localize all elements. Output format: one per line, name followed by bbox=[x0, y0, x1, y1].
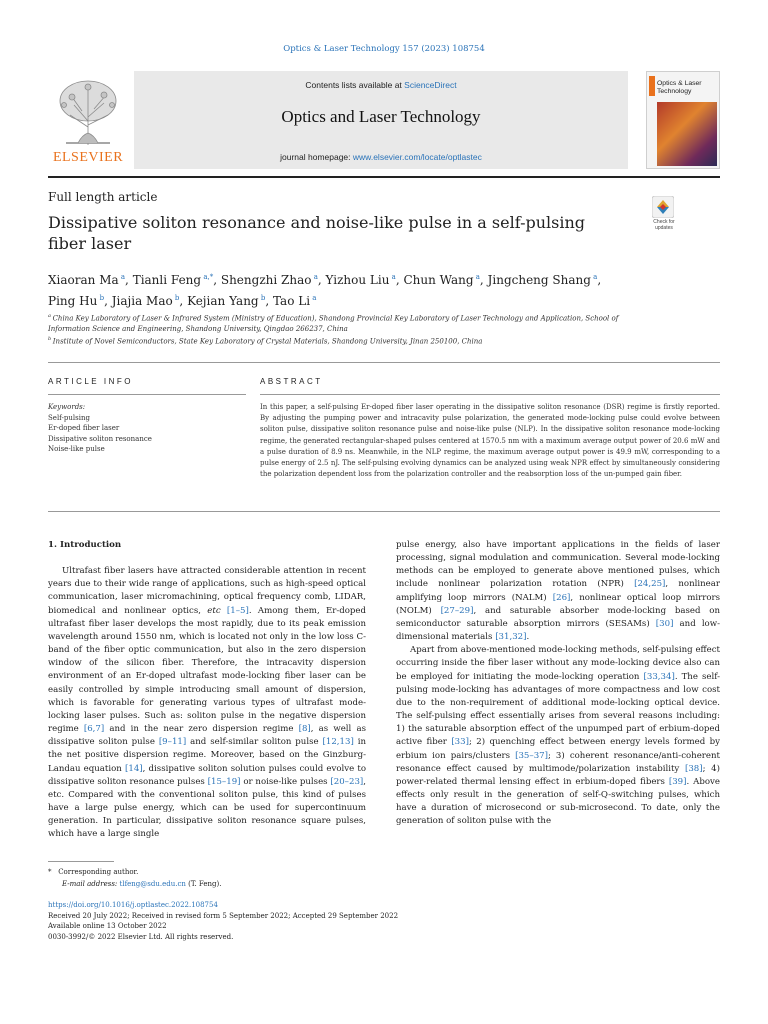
cover-title-line: Technology bbox=[657, 88, 692, 95]
cover-title-line: Optics & Laser bbox=[657, 80, 702, 87]
keyword[interactable]: Dissipative soliton resonance bbox=[48, 434, 152, 443]
article-title: Dissipative soliton resonance and noise-like pulse in a self-pulsing fiber laser bbox=[48, 213, 586, 253]
footnote bbox=[48, 866, 378, 890]
affiliation: $^a$ China Key Laboratory of Laser & Infrared System (Ministry of Education), Shandong Provincial Key Laboratory of Laser Technology and Application, School of Information Science and Engineering, Shandong University, Qingdao 266237, China bbox=[48, 313, 619, 333]
doi-link[interactable]: https://doi.org/10.1016/j.optlastec.2022.108754 bbox=[48, 901, 218, 909]
available-online: Available online 13 October 2022 bbox=[48, 922, 167, 930]
citation-link[interactable]: [6,7] bbox=[83, 724, 105, 735]
homepage-line bbox=[134, 152, 628, 162]
divider bbox=[48, 394, 246, 395]
crossmark-label bbox=[644, 219, 684, 231]
italic-text: etc bbox=[207, 605, 221, 616]
email-link[interactable]: tlfeng@sdu.edu.cn bbox=[119, 880, 186, 888]
author-affiliation-marker[interactable]: a bbox=[118, 273, 126, 281]
citation-link[interactable]: [30] bbox=[655, 618, 674, 629]
author-affiliation-marker[interactable]: a bbox=[473, 273, 480, 281]
copyright: 0030-3992/© 2022 Elsevier Ltd. All rights reserved. bbox=[48, 932, 234, 941]
cover-accent bbox=[649, 76, 655, 96]
footnote-marker: * bbox=[48, 868, 52, 876]
citation-link[interactable]: [20–23] bbox=[330, 776, 364, 787]
citation-link[interactable]: [12,13] bbox=[322, 737, 354, 748]
author-affiliation-marker[interactable]: a bbox=[590, 273, 598, 281]
affiliations bbox=[48, 311, 648, 347]
citation-link[interactable]: [31,32] bbox=[495, 632, 527, 643]
citation-link[interactable]: [39] bbox=[668, 776, 687, 787]
citation-link[interactable]: [27–29] bbox=[440, 605, 474, 616]
affiliation-key: b bbox=[48, 336, 53, 343]
affiliation-key: a bbox=[48, 313, 53, 319]
crossmark-label-line: updates bbox=[655, 225, 673, 231]
homepage-prefix: journal homepage: bbox=[280, 152, 353, 162]
author-affiliation-marker[interactable]: a,* bbox=[201, 273, 214, 281]
body-paragraph: Apart from above-mentioned mode-locking methods, self-pulsing effect occurring inside the fiber laser without any mode-locking device also can be employed for initiating the mode-locking operation [33,34]. The self-pulsing mode-locking has advantages of more compactness and low cost due to the non-requirement of additional mode-locking optical device. The self-pulsing effect essentially arises from several reasons including: 1) the saturable absorption effect of the unpumped part of erbium-doped active fiber [33]; 2) quenching effect between energy levels formed by erbium ion pairs/clusters [35–37]; 3) coherent resonance/anti-coherent resonance effect caused by multimode/polarization instability [38]; 4) power-related thermal lensing effect in erbium-doped fibers [39]. Above effects only result in the generation of self-Q-switching pulses, which have a duration of microsecond or sub-microsecond. To date, only the generation of soliton pulse with the bbox=[396, 645, 721, 827]
author-name[interactable]: Xiaoran Ma bbox=[48, 273, 119, 287]
article-type: Full length article bbox=[48, 190, 158, 204]
corresponding-author-note bbox=[48, 866, 378, 878]
author-name[interactable]: Ping Hu bbox=[48, 294, 98, 308]
author-name[interactable]: Shengzhi Zhao bbox=[220, 273, 312, 287]
body-column-left bbox=[48, 539, 366, 841]
author-name[interactable]: Jingcheng Shang bbox=[487, 273, 591, 287]
abstract-heading: ABSTRACT bbox=[260, 377, 323, 386]
citation-link[interactable]: [9–11] bbox=[158, 737, 187, 748]
article-metadata bbox=[48, 900, 548, 942]
journal-cover-image[interactable] bbox=[646, 71, 720, 169]
citation-link[interactable]: [35–37] bbox=[515, 750, 548, 761]
cover-title bbox=[657, 80, 719, 96]
contents-prefix: Contents lists available at bbox=[305, 80, 405, 90]
citation-link[interactable]: [24,25] bbox=[634, 579, 666, 590]
journal-header bbox=[48, 71, 628, 169]
check-for-updates-button[interactable] bbox=[644, 196, 684, 232]
author-name[interactable]: Yizhou Liu bbox=[325, 273, 390, 287]
author-affiliation-marker[interactable]: b bbox=[97, 294, 105, 302]
email-note bbox=[48, 878, 378, 890]
citation-link[interactable]: [33,34] bbox=[643, 671, 675, 682]
article-info-heading: ARTICLE INFO bbox=[48, 377, 133, 386]
journal-title: Optics and Laser Technology bbox=[281, 107, 481, 126]
elsevier-tree-icon bbox=[52, 75, 124, 147]
publisher-name: ELSEVIER bbox=[52, 150, 124, 165]
contents-line bbox=[134, 80, 628, 90]
received-dates: Received 20 July 2022; Received in revised form 5 September 2022; Accepted 29 September 2022 bbox=[48, 911, 399, 920]
citation-link[interactable]: [38] bbox=[684, 763, 703, 774]
author-list: Xiaoran Ma $^a$, Tianli Feng $^{a,*}$, Shengzhi Zhao $^a$, Yizhou Liu $^a$, Chun Wang $^a$, Jingcheng Shang $^a$, Ping Hu $^b$, Jiajia Mao $^b$, Kejian Yang $^b$, Tao Li $^a$ bbox=[48, 273, 602, 308]
email-suffix: (T. Feng). bbox=[185, 880, 222, 888]
citation-link[interactable]: [1–5] bbox=[226, 605, 249, 616]
citation-link[interactable]: [14] bbox=[125, 763, 143, 774]
keyword[interactable]: Noise-like pulse bbox=[48, 445, 105, 453]
journal-banner bbox=[134, 71, 628, 169]
sciencedirect-link[interactable]: ScienceDirect bbox=[404, 80, 457, 90]
crossmark-icon bbox=[652, 196, 674, 218]
journal-citation[interactable]: Optics & Laser Technology 157 (2023) 108754 bbox=[283, 44, 485, 54]
divider bbox=[48, 511, 720, 512]
cover-photo bbox=[657, 102, 717, 166]
footnote-divider bbox=[48, 861, 114, 862]
author-name[interactable]: Kejian Yang bbox=[187, 294, 259, 308]
keywords-label: Keywords: bbox=[48, 403, 86, 411]
divider bbox=[260, 394, 720, 395]
body-paragraph: pulse energy, also have important applications in the fields of laser processing, signal modulation and communication. Several mode-locking methods can be employed to generate above mentioned pulses, which include nonlinear polarization rotation (NPR) [24,25], nonlinear amplifying loop mirrors (NALM) [26], nonlinear optical loop mirrors (NOLM) [27–29], and saturable absorber mode-locking based on semiconductor saturable absorption mirrors (SESAMs) [30] and low-dimensional materials [31,32]. bbox=[396, 540, 721, 643]
author-affiliation-marker[interactable]: b bbox=[172, 294, 180, 302]
keyword[interactable]: Er-doped fiber laser bbox=[48, 424, 120, 432]
section-heading-introduction: 1. Introduction bbox=[48, 540, 122, 550]
affiliation: $^b$ Institute of Novel Semiconductors, State Key Laboratory of Crystal Materials, Shandong University, Jinan 250100, China bbox=[48, 336, 483, 346]
citation-link[interactable]: [15–19] bbox=[207, 776, 241, 787]
author-name[interactable]: Chun Wang bbox=[403, 273, 474, 287]
author-name[interactable]: Jiajia Mao bbox=[111, 294, 173, 308]
corresponding-label: Corresponding author. bbox=[58, 868, 139, 876]
keywords-block bbox=[48, 402, 246, 455]
citation-link[interactable]: [26] bbox=[552, 592, 571, 603]
body-paragraph: Ultrafast fiber lasers have attracted considerable attention in recent years due to their wide range of applications, such as high-speed optical communication, laser micromachining, optical frequency comb, LIDAR, biomedical and nonlinear optics, etc [1–5]. Among them, Er-doped ultrafast fiber laser develops the most rapidly, due to its peak emission wavelength around 1550 nm, which is located not only in the low loss C-band of the fiber optic communication, but also in the zero dispersion window of the silicon fiber. Therefore, the intracavity dispersion environment of an Er-doped ultrafast mode-locking fiber laser can be easily controlled by simple introducing small amount of dispersion, which is favorable for generating various types of ultrafast mode-locking laser pulses. Such as: soliton pulse in the negative dispersion regime [6,7] and in the near zero dispersion regime [8], as well as dissipative soliton pulse [9–11] and self-similar soliton pulse [12,13] in the net positive dispersion regime. Moreover, based on the Ginzburg-Landau equation [14], dissipative soliton solution pulses could evolve to dissipative soliton resonance pulses [15–19] or noise-like pulses [20–23], etc. Compared with the conventional soliton pulse, this kind of pulses have a large pulse energy, which can be used for supercontinuum generation. In particular, dissipative soliton resonance square pulses, which have a large single bbox=[48, 566, 366, 840]
abstract-text: In this paper, a self-pulsing Er-doped fiber laser operating in the dissipative soliton resonance (DSR) regime is firstly reported. By adjusting the pumping power and intracavity pulse polarization, the generated mode-locking pulse could evolve between soliton pulse, dissipative soliton resonance pulse and noise-like pulse (NLP). In the dissipative soliton resonance mode-locking regime, the generated rectangular-shaped pulses centered at 1570.5 nm with a maximum average output power of 20.6 mW and a pulse duration of 8.9 ns. Meanwhile, in the NLP regime, the maximum average output power is 49.9 mW, corresponding to a pulse energy of 2.5 nJ. The self-pulsing evolving dynamics can be analyzed using weak NPR effect by simultaneously considering the polarization dependent loss from the polarization controller and the reabsorption loss of the un-pumped gain fiber. bbox=[260, 403, 720, 479]
divider bbox=[48, 362, 720, 363]
author-affiliation-marker[interactable]: b bbox=[258, 294, 266, 302]
author-name[interactable]: Tianli Feng bbox=[132, 273, 202, 287]
author-affiliation-marker[interactable]: a bbox=[389, 273, 396, 281]
citation-link[interactable]: [33] bbox=[451, 737, 469, 748]
author-name[interactable]: Tao Li bbox=[272, 294, 311, 308]
citation-link[interactable]: [8] bbox=[298, 724, 311, 735]
journal-homepage-link[interactable]: www.elsevier.com/locate/optlastec bbox=[352, 152, 482, 162]
keyword[interactable]: Self-pulsing bbox=[48, 413, 90, 422]
author-affiliation-marker[interactable]: a bbox=[311, 273, 318, 281]
body-column-right bbox=[396, 539, 720, 828]
elsevier-logo[interactable] bbox=[48, 71, 128, 169]
author-affiliation-marker[interactable]: a bbox=[310, 294, 317, 302]
email-label: E-mail address: bbox=[62, 880, 120, 888]
crossmark-label-line: Check for bbox=[653, 219, 675, 225]
divider bbox=[48, 176, 720, 178]
